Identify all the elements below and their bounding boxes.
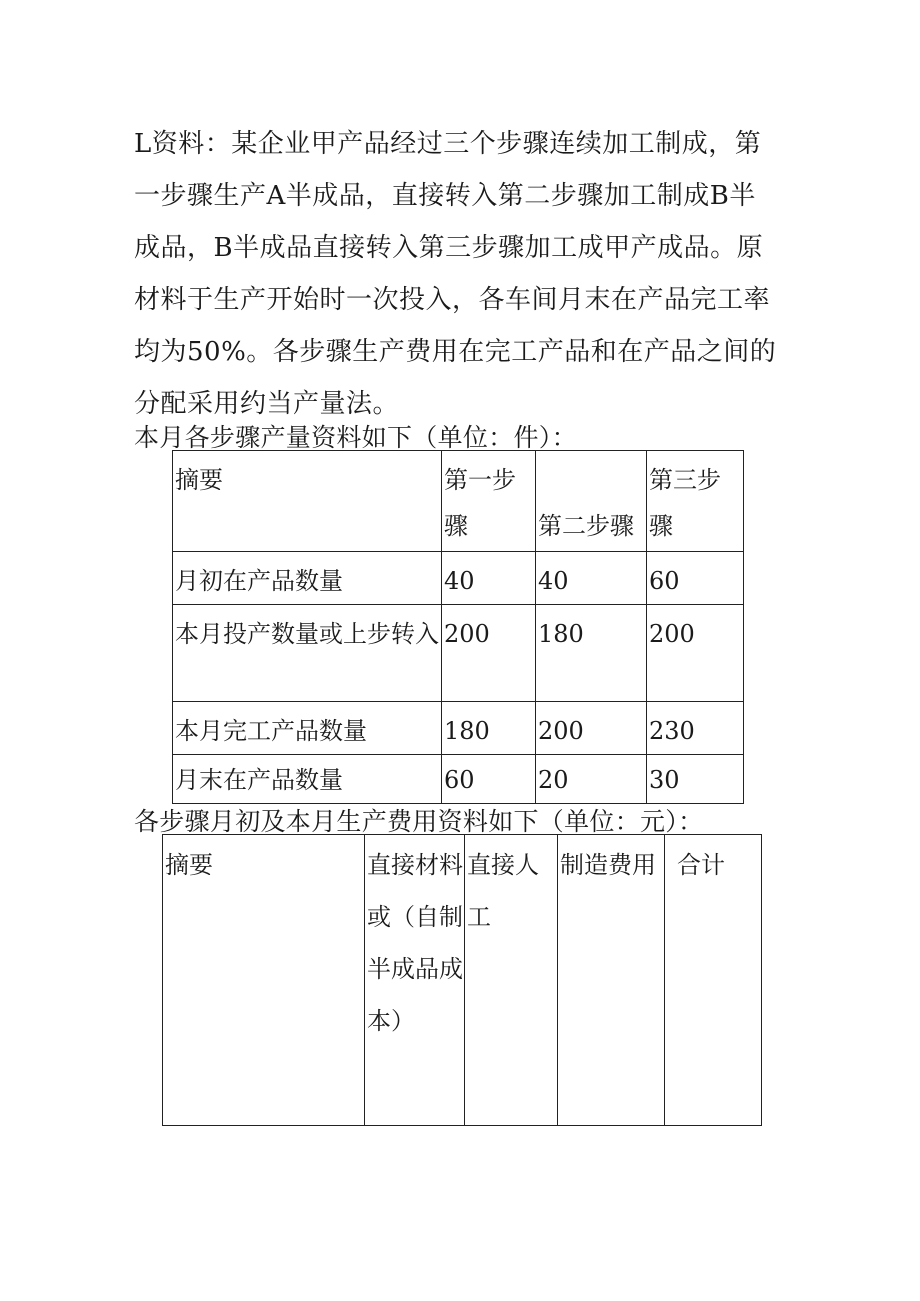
intro-line: 成品，B半成品直接转入第三步骤加工成甲产成品。原 [134, 233, 764, 263]
header-cell: 摘要 [163, 835, 365, 1126]
output-table-caption: 本月各步骤产量资料如下（单位：件）： [134, 423, 577, 452]
header-cell: 制造费用 [558, 835, 665, 1126]
header-cell: 第三步骤 [647, 451, 744, 552]
table-cell: 40 [442, 552, 536, 605]
table-cell: 200 [647, 605, 744, 702]
table-cell: 200 [536, 702, 647, 755]
table-cell: 本月完工产品数量 [173, 702, 442, 755]
intro-line: 材料于生产开始时一次投入，各车间月末在产品完工率 [134, 285, 771, 315]
output-table [172, 450, 744, 804]
table-cell: 60 [647, 552, 744, 605]
header-cell: 第一步骤 [442, 451, 536, 552]
table-row [173, 755, 744, 804]
table-cell: 月末在产品数量 [173, 755, 442, 804]
table-cell: 60 [442, 755, 536, 804]
table-cell: 40 [536, 552, 647, 605]
table-cell: 180 [442, 702, 536, 755]
table-cell: 本月投产数量或上步转入 [173, 605, 442, 702]
table-cell: 20 [536, 755, 647, 804]
table-cell: 230 [647, 702, 744, 755]
intro-line: 一步骤生产A半成品，直接转入第二步骤加工制成B半 [134, 181, 756, 211]
table-header-row [163, 835, 762, 1126]
table-header-row [173, 451, 744, 552]
table-cell: 月初在产品数量 [173, 552, 442, 605]
table-row [173, 702, 744, 755]
table-cell: 180 [536, 605, 647, 702]
intro-line: 分配采用约当产量法。 [134, 389, 400, 419]
header-cell: 直接材料或（自制半成品成本） [365, 835, 465, 1126]
cost-table [162, 834, 762, 1126]
intro-paragraph [134, 118, 777, 430]
table-cell: 30 [647, 755, 744, 804]
cost-table-caption: 各步骤月初及本月生产费用资料如下（单位：元）： [134, 807, 704, 836]
header-cell: 合计 [665, 835, 762, 1126]
table-cell: 200 [442, 605, 536, 702]
table-row [173, 552, 744, 605]
table-row [173, 605, 744, 702]
header-cell: 直接人工 [465, 835, 558, 1126]
header-cell: 第二步骤 [536, 451, 647, 552]
header-cell: 摘要 [173, 451, 442, 552]
intro-line: L资料：某企业甲产品经过三个步骤连续加工制成，第 [134, 129, 762, 159]
intro-line: 均为50%。各步骤生产费用在完工产品和在产品之间的 [134, 337, 777, 367]
